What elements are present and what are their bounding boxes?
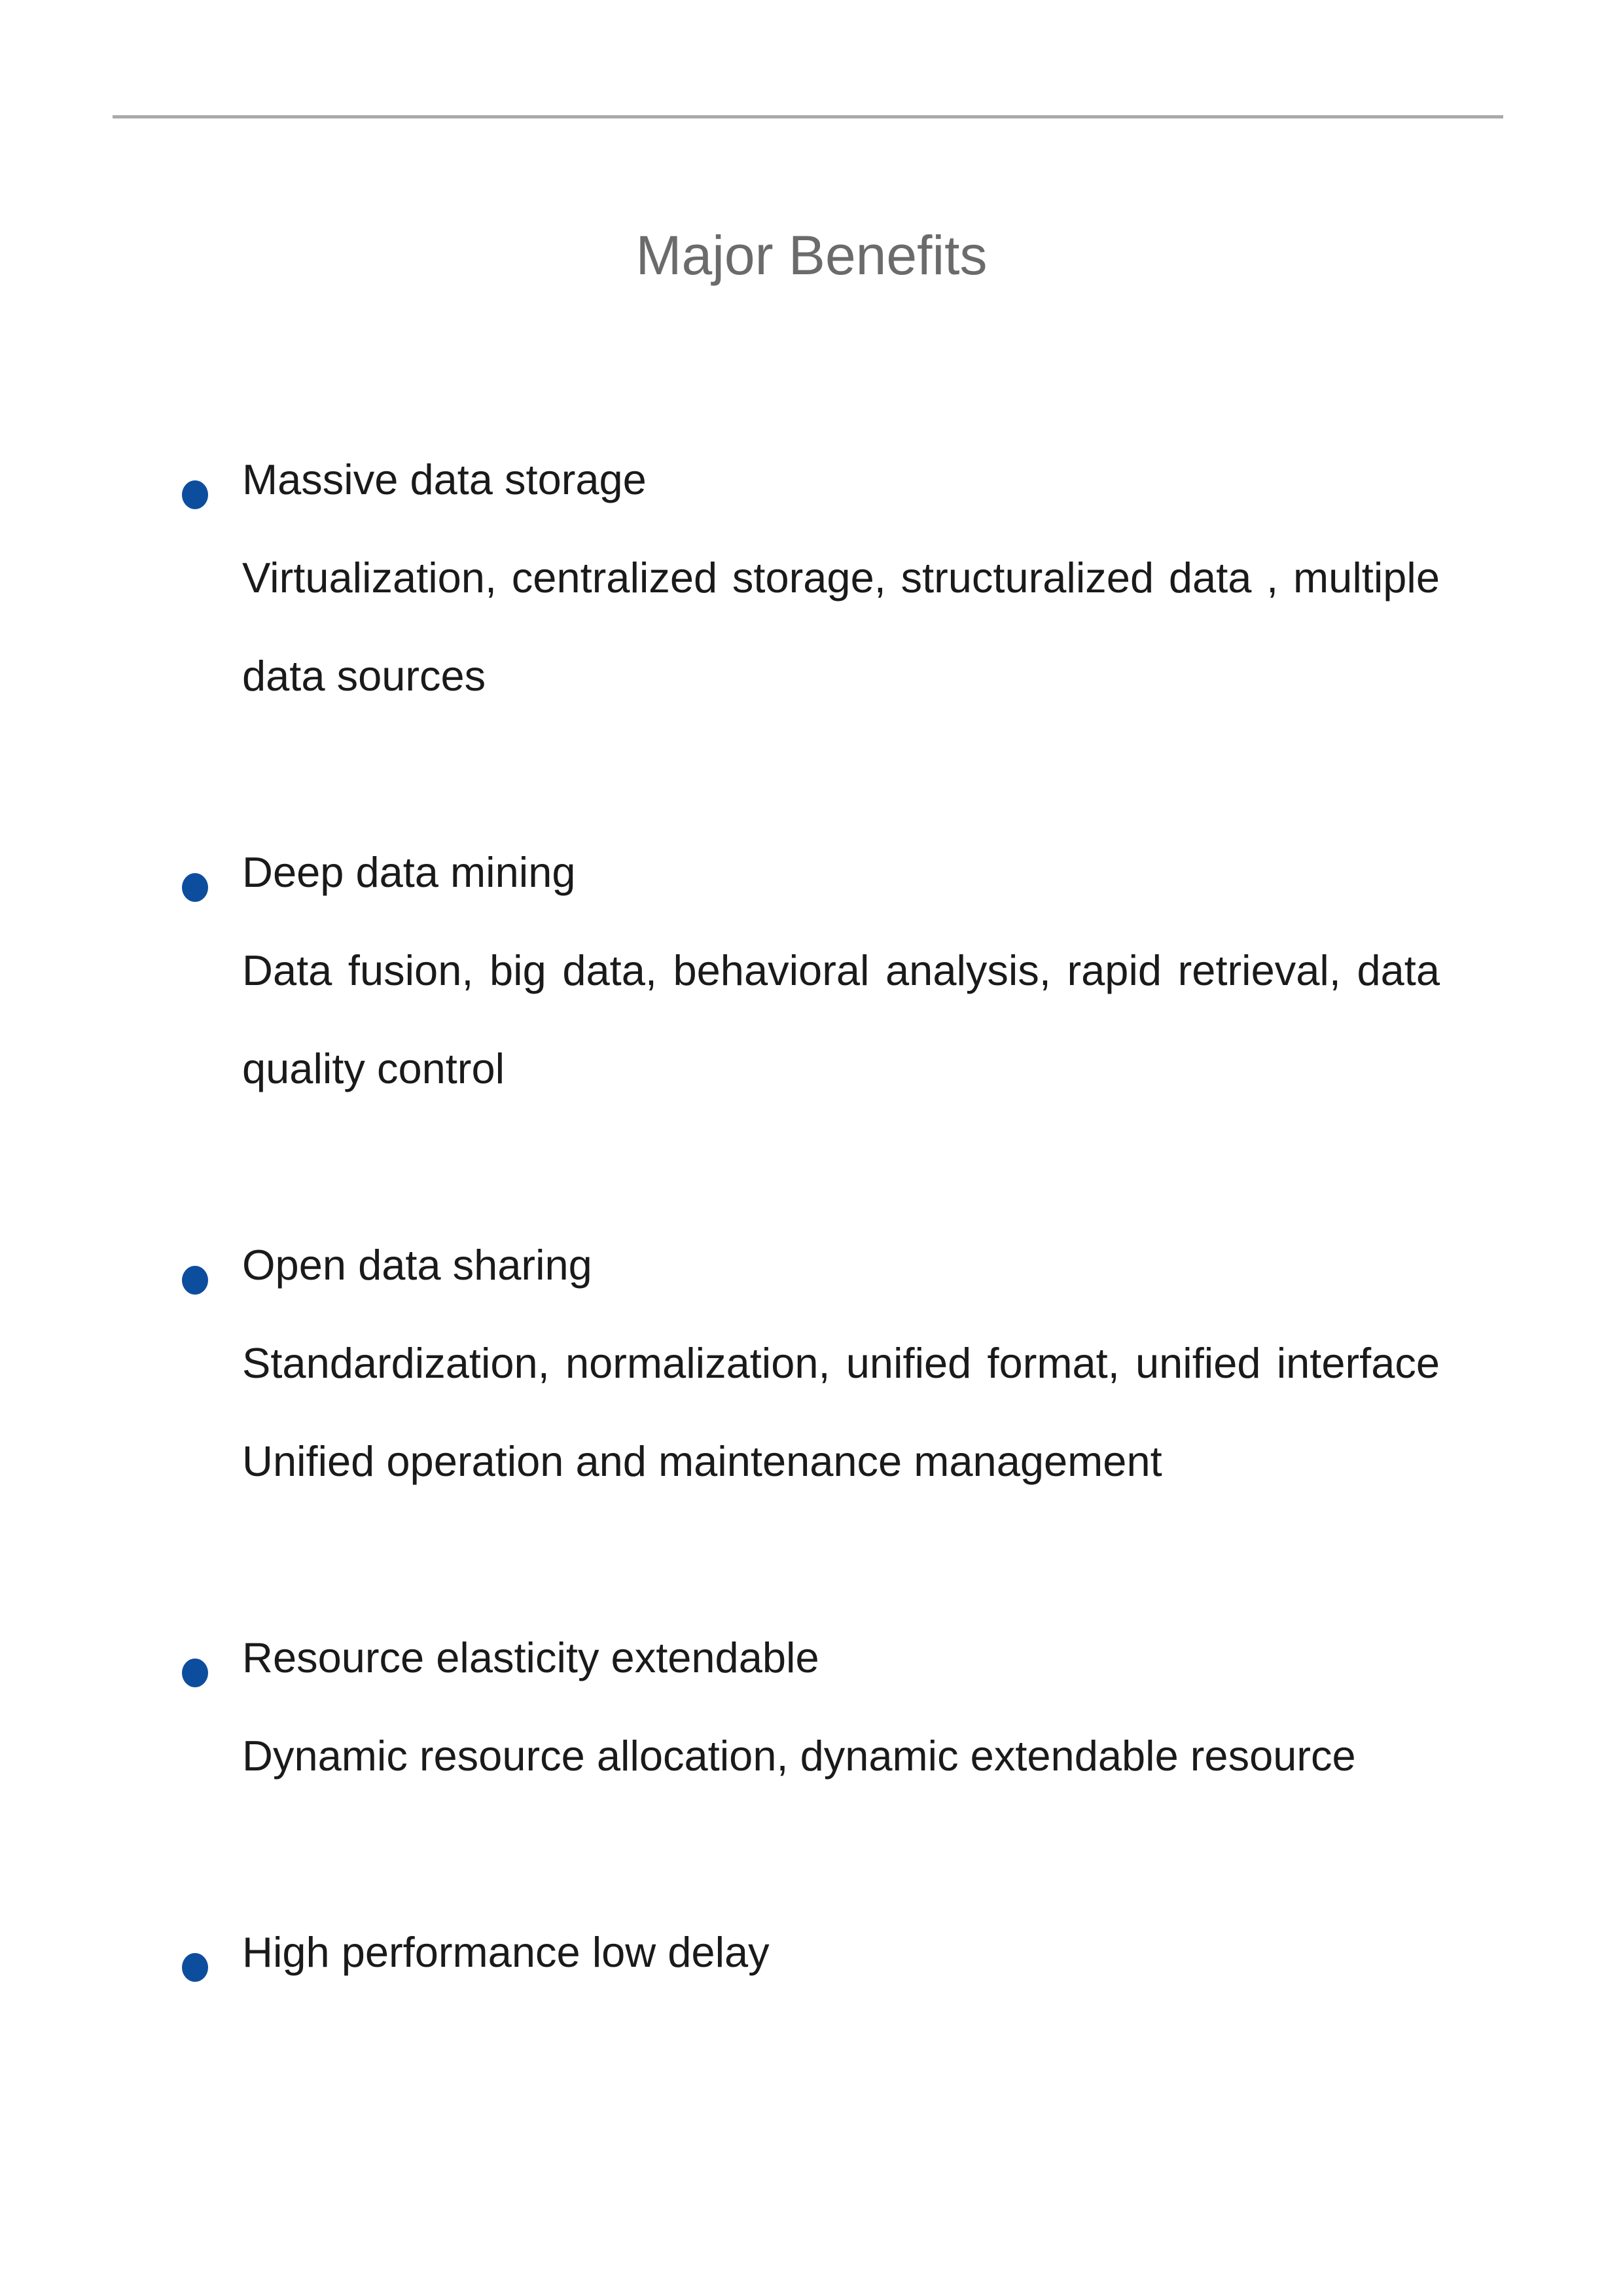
bullet-icon xyxy=(182,873,208,902)
bullet-icon xyxy=(182,1659,208,1687)
bullet-icon xyxy=(182,1266,208,1295)
item-description xyxy=(242,1707,1440,1805)
page-title: Major Benefits xyxy=(635,224,988,286)
description-line: Data fusion, big data, behavioral analysis, rapid retrieval, data xyxy=(242,946,1440,994)
description-line: Dynamic resource allocation, dynamic extendable resource xyxy=(242,1732,1356,1780)
list-item xyxy=(182,1609,1440,1805)
header-rule xyxy=(113,115,1503,118)
list-item xyxy=(182,1216,1440,1511)
item-heading: Massive data storage xyxy=(242,456,647,503)
item-heading: Open data sharing xyxy=(242,1241,592,1289)
item-description xyxy=(242,529,1440,725)
list-item xyxy=(182,1903,1440,2001)
list-item xyxy=(182,823,1440,1118)
description-line: Virtualization, centralized storage, structuralized data , multiple xyxy=(242,554,1440,601)
list-item xyxy=(182,431,1440,725)
benefits-list xyxy=(182,431,1440,2100)
description-line: Standardization, normalization, unified format, unified interface xyxy=(242,1339,1440,1387)
item-heading: Resource elasticity extendable xyxy=(242,1634,819,1681)
item-heading: High performance low delay xyxy=(242,1928,770,1976)
item-heading: Deep data mining xyxy=(242,848,576,896)
item-description xyxy=(242,922,1440,1118)
description-line: Unified operation and maintenance management xyxy=(242,1437,1162,1485)
bullet-icon xyxy=(182,480,208,509)
bullet-icon xyxy=(182,1953,208,1982)
item-description xyxy=(242,1314,1440,1511)
description-line: data sources xyxy=(242,652,486,700)
description-line: quality control xyxy=(242,1045,505,1092)
